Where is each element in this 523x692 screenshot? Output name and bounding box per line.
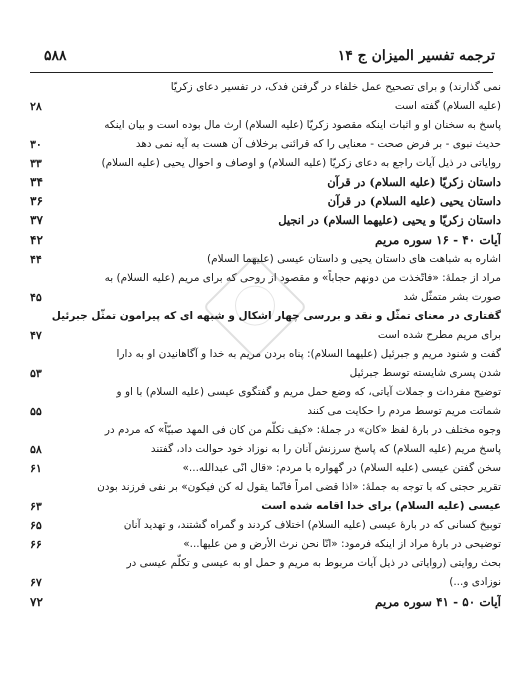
toc-text: تقریر حجتی که با توجه به جملهٔ: «اذا قضی امراً فانّما یقول له کن فیکون» بر نفی فرزند بودن: [97, 481, 501, 493]
toc-text: (علیه السلام) گفته است: [394, 100, 501, 112]
toc-entry: [22, 383, 501, 421]
toc-text: گفت و شنود مریم و جبرئیل (علیهما السلام): پناه بردن مریم به خدا و آگاهانیدن او به دارا: [116, 348, 501, 360]
toc-entry: [22, 211, 501, 230]
toc-line: [22, 402, 501, 421]
toc-page-number: ۳۶: [30, 194, 43, 208]
toc-text: شماتت مریم توسط مردم را حکایت می کنند: [307, 405, 501, 417]
toc-entry: [22, 421, 501, 459]
toc-line: [22, 269, 501, 288]
toc-page-number: ۵۵: [30, 405, 42, 418]
toc-text: آیات ۵۰ - ۴۱ سوره مریم: [374, 595, 501, 609]
toc-entry: [22, 250, 501, 269]
toc-line: [22, 288, 501, 307]
toc-entry: [22, 116, 501, 154]
page-header: [22, 48, 501, 70]
toc-text: گفتاری در معنای تمثّل و نقد و بررسی چهار اشکال و شبهه ای که پیرامون تمثّل جبرئیل: [51, 310, 501, 322]
toc-text: توضیحی در بارهٔ مراد از اینکه فرمود: «انّا نحن نرث الأرض و من علیها...»: [183, 538, 501, 550]
toc-line: [22, 478, 501, 497]
toc-line: [22, 592, 501, 612]
toc-page-number: ۳۷: [30, 213, 43, 227]
toc-line: [22, 97, 501, 116]
toc-page-number: ۶۱: [30, 462, 42, 475]
toc-text: پاسخ مریم (علیه السلام) که پاسخ سرزنش آنان را به نوزاد خود حوالت داد، گفتند: [150, 443, 501, 455]
toc-text: وجوه مختلف در بارهٔ لفظ «کان» در جملهٔ: «کیف نکلّم من کان فی المهد صبیّاً» که مردم در: [104, 424, 501, 436]
toc-line: [22, 78, 501, 97]
toc-entry: [22, 307, 501, 345]
toc-text: حدیث نبوی - بر فرض صحت - معنایی را که قرائنی برخلاف آن هست به آیه نمی دهد: [135, 138, 501, 150]
toc-page-number: ۵۳: [30, 367, 42, 380]
toc-entry: [22, 592, 501, 612]
toc-text: بحث روایتی (روایاتی در ذیل آیات مربوط به مریم و حمل او به عیسی و تکلّم عیسی در: [126, 557, 501, 569]
toc-page-number: ۷۲: [30, 595, 43, 609]
toc-line: [22, 421, 501, 440]
toc-text: داستان زکریّا و یحیی (علیهما السلام) در انجیل: [278, 213, 501, 227]
toc-page-number: ۳۳: [30, 157, 42, 170]
toc-line: [22, 535, 501, 554]
toc-line: [22, 459, 501, 478]
toc-line: [22, 364, 501, 383]
toc-text: نوزادی و...): [449, 576, 501, 588]
toc-entry: [22, 192, 501, 211]
toc-line: [22, 440, 501, 459]
toc-entry: [22, 516, 501, 535]
toc-entry: [22, 554, 501, 592]
toc-entry: [22, 345, 501, 383]
toc-line: [22, 173, 501, 192]
toc-text: داستان زکریّا (علیه السلام) در قرآن: [327, 175, 501, 189]
header-rule: [30, 72, 493, 73]
toc-line: [22, 211, 501, 230]
toc-text: برای مریم مطرح شده است: [377, 329, 501, 341]
toc-page-number: ۶۷: [30, 576, 42, 589]
toc-entry: [22, 230, 501, 250]
toc-entry: [22, 78, 501, 116]
toc-line: [22, 192, 501, 211]
toc-text: توضیح مفردات و جملات آیاتی، که وضع حمل مریم و گفتگوی عیسی (علیه السلام) با او و: [116, 386, 501, 398]
toc-line: [22, 345, 501, 364]
toc-page-number: ۲۸: [30, 100, 42, 113]
toc-text: صورت بشر متمثّل شد: [403, 291, 501, 303]
toc-page-number: ۴۵: [30, 291, 42, 304]
toc-line: [22, 230, 501, 250]
toc-page-number: ۳۴: [30, 175, 43, 189]
toc-text: اشاره به شباهت های داستان یحیی و داستان عیسی (علیهما السلام): [206, 253, 501, 265]
toc-entry: [22, 459, 501, 478]
toc-text: پاسخ به سخنان او و اثبات اینکه مقصود زکریّا (علیه السلام) ارث مال بوده است و بیان اینکه: [104, 119, 501, 131]
toc-line: [22, 116, 501, 135]
toc-text: شدن پسری شایسته توسط جبرئیل: [349, 367, 501, 379]
toc-page-number: ۳۰: [30, 138, 42, 151]
toc-page-number: ۵۸: [30, 443, 42, 456]
toc-text: آیات ۴۰ - ۱۶ سوره مریم: [374, 233, 501, 247]
page-number: ۵۸۸: [44, 48, 67, 64]
toc-line: [22, 383, 501, 402]
toc-entry: [22, 269, 501, 307]
running-title: ترجمه تفسیر المیزان ج ۱۴: [337, 48, 495, 64]
toc-line: [22, 135, 501, 154]
toc-line: [22, 554, 501, 573]
table-of-contents: [22, 78, 501, 612]
toc-text: مراد از جملهٔ: «فاتّخذت من دونهم حجاباً» و مقصود از روحی که برای مریم (علیه السلام) به: [104, 272, 501, 284]
toc-entry: [22, 478, 501, 516]
toc-line: [22, 497, 501, 516]
toc-text: توبیخ کسانی که در بارهٔ عیسی (علیه السلام) اختلاف کردند و گمراه گشتند، و تهدید آنان: [123, 519, 501, 531]
toc-line: [22, 154, 501, 173]
toc-text: عیسی (علیه السلام) برای خدا اقامه شده است: [261, 500, 501, 512]
toc-text: سخن گفتن عیسی (علیه السلام) در گهواره با مردم: «قال انّی عبدالله...»: [182, 462, 501, 474]
toc-text: نمی گذارند) و برای تصحیح عمل خلفاء در گرفتن فدک، در تفسیر دعای زکریّا: [170, 81, 501, 93]
toc-line: [22, 326, 501, 345]
toc-page-number: ۴۲: [30, 233, 43, 247]
toc-line: [22, 307, 501, 326]
toc-page-number: ۴۴: [30, 253, 42, 266]
toc-text: داستان یحیی (علیه السلام) در قرآن: [327, 194, 501, 208]
toc-text: روایاتی در ذیل آیات راجع به دعای زکریّا (علیه السلام) و اوصاف و احوال یحیی (علیه السلام): [101, 157, 501, 169]
toc-entry: [22, 154, 501, 173]
toc-entry: [22, 535, 501, 554]
toc-entry: [22, 173, 501, 192]
toc-page-number: ۶۵: [30, 519, 42, 532]
toc-page-number: ۶۶: [30, 538, 42, 551]
toc-line: [22, 573, 501, 592]
toc-page-number: ۴۷: [30, 329, 42, 342]
toc-line: [22, 250, 501, 269]
toc-page-number: ۶۳: [30, 500, 42, 513]
toc-line: [22, 516, 501, 535]
